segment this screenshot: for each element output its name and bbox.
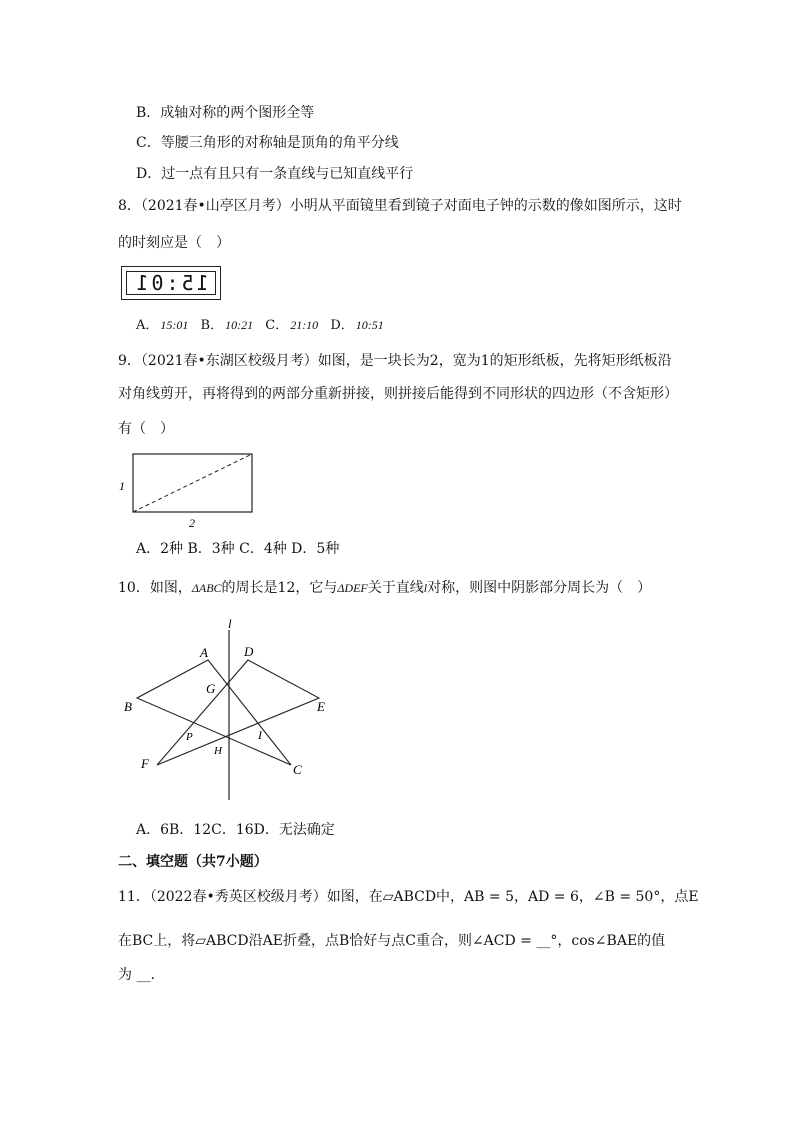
q11-stem-line3: 为 __. [118, 967, 155, 983]
q11-stem-line2: 在BC上，将▱ABCD沿AE折叠，点B恰好与点C重合，则∠ACD = __°，cos∠BAE的值 [118, 933, 666, 949]
section-heading: 二、填空题（共7小题） [118, 854, 268, 870]
triangle-def-label: ΔDEF [337, 581, 368, 595]
q8-stem-line1: 8．（2021春•山亭区月考）小明从平面镜里看到镜子对面电子钟的示数的像如图所示，这时 [118, 198, 682, 214]
q8-option-a-letter: A． [136, 318, 159, 333]
symmetry-figure [110, 612, 340, 807]
length-label: 2 [189, 516, 195, 530]
label-a: A [200, 645, 208, 660]
clock-display: 15:01 [126, 271, 216, 295]
label-p: P [186, 731, 193, 743]
q7-option-b: B．成轴对称的两个图形全等 [136, 105, 315, 121]
label-i: I [258, 728, 262, 742]
label-d: D [244, 644, 254, 659]
width-label: 1 [119, 479, 125, 493]
label-c: C [293, 762, 302, 777]
q7-option-d: D．过一点有且只有一条直线与已知直线平行 [136, 166, 414, 182]
triangle-abc-label: ΔABC [191, 581, 222, 595]
q8-option-a-value: 15:01 [160, 318, 189, 332]
q9-stem-line1: 9．（2021春•东湖区校级月考）如图，是一块长为2，宽为1的矩形纸板，先将矩形纸板沿 [118, 353, 672, 369]
mirror-clock-figure [121, 266, 221, 300]
q9-options: A．2种 B．3种 C．4种 D．5种 [136, 541, 340, 557]
q8-option-c-value: 21:10 [290, 318, 319, 332]
q10-stem-part3: 关于直线 [367, 580, 424, 596]
q8-options [136, 316, 384, 335]
q10-stem-part2: 的周长是12，它与 [221, 580, 338, 596]
label-l: l [228, 616, 232, 631]
q8-stem-line2: 的时刻应是（ ） [118, 235, 230, 251]
label-e: E [317, 699, 325, 714]
q11-stem-line1: 11．（2022春•秀英区校级月考）如图，在▱ABCD中，AB = 5，AD = 6，∠B = 50°，点E [118, 889, 699, 905]
q10-stem-part1: 10．如图， [118, 580, 192, 596]
rectangle-figure [110, 448, 270, 532]
label-g: G [206, 681, 216, 696]
axis-label: l [423, 581, 428, 595]
q8-option-b-value: 10:21 [225, 318, 254, 332]
label-b: B [124, 699, 132, 714]
q7-option-c: C．等腰三角形的对称轴是顶角的角平分线 [136, 135, 399, 151]
rectangle-diagonal [133, 454, 252, 512]
q8-option-d-letter: D． [330, 318, 354, 333]
q8-option-d-value: 10:51 [355, 318, 384, 332]
label-f: F [141, 756, 149, 771]
q9-stem-line3: 有（ ） [118, 421, 174, 437]
label-h: H [214, 745, 222, 757]
q10-stem [118, 579, 651, 597]
triangle-def [157, 660, 319, 765]
q10-stem-part4: 对称，则图中阴影部分周长为（ ） [427, 580, 652, 596]
q8-option-c-letter: C． [265, 318, 289, 333]
q8-option-b-letter: B． [200, 318, 224, 333]
q10-options: A．6B．12C．16D．无法确定 [136, 822, 335, 838]
q9-stem-line2: 对角线剪开，再将得到的两部分重新拼接，则拼接后能得到不同形状的四边形（不含矩形） [118, 386, 678, 402]
